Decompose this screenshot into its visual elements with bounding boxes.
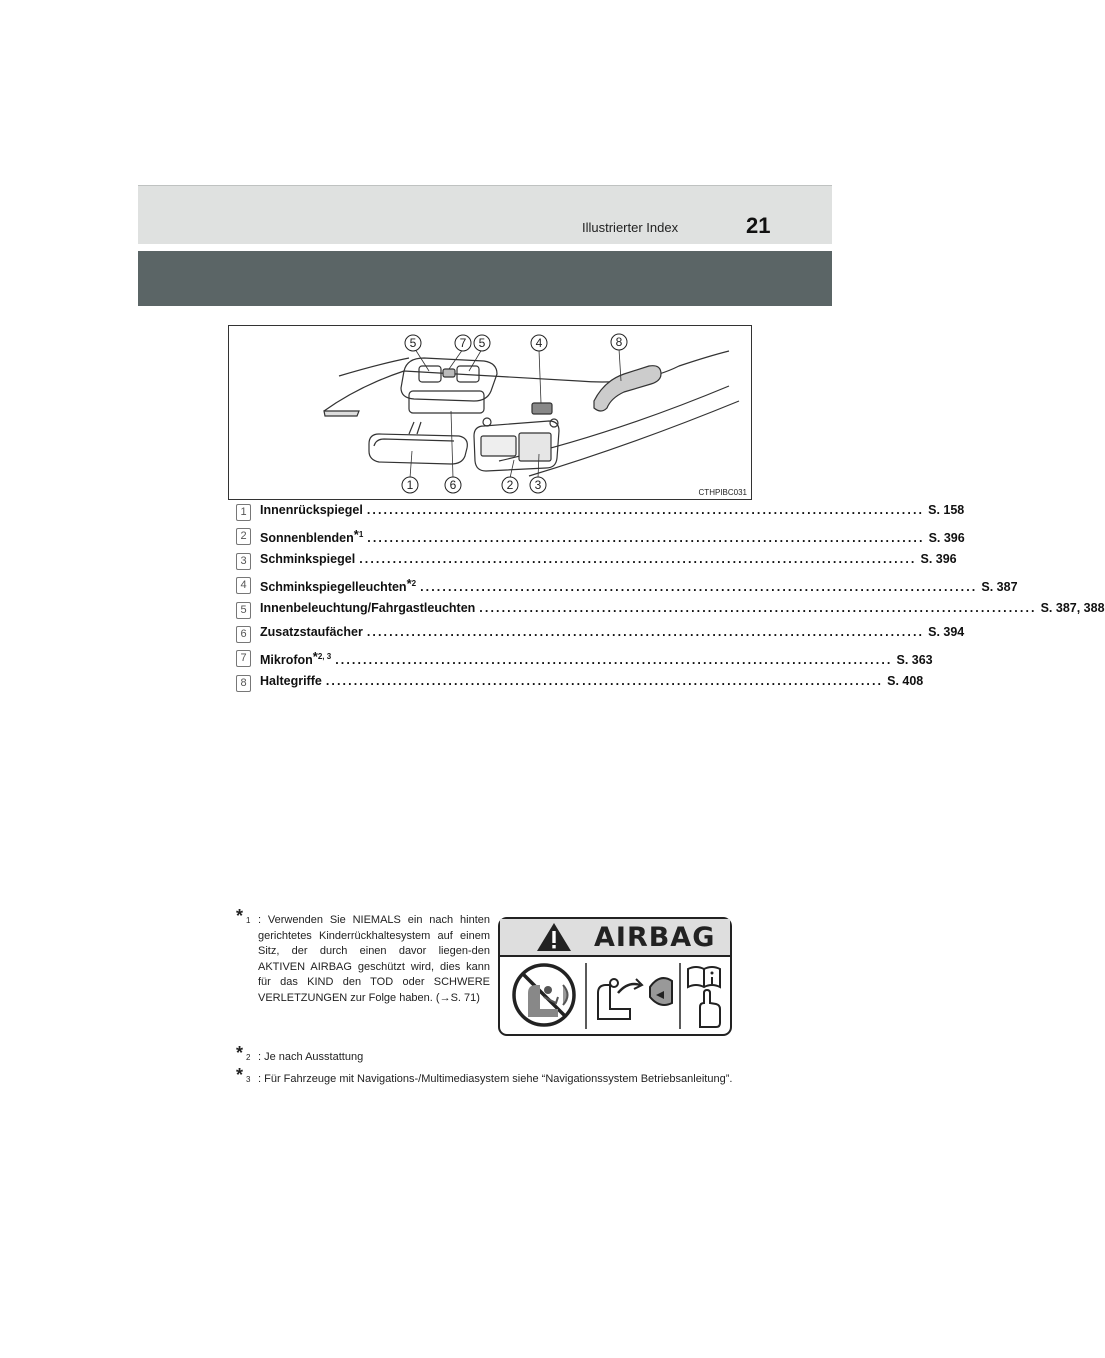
dot-leader: .................................................................................................... xyxy=(335,653,893,668)
callout-label: 2 xyxy=(506,478,514,492)
item-label: Schminkspiegelleuchten xyxy=(260,580,407,595)
warning-triangle-icon xyxy=(534,920,574,954)
footnote-mark: 3 xyxy=(246,1075,251,1084)
item-number-badge: 4 xyxy=(236,577,251,594)
footnote-3 xyxy=(236,1065,736,1088)
page-reference[interactable]: S. 396 xyxy=(920,551,957,566)
footnote-ref: *2 xyxy=(406,576,417,592)
callout-label: 7 xyxy=(459,336,467,350)
dot-leader: .................................................................................................... xyxy=(366,503,925,517)
airbag-warning-label xyxy=(498,917,732,1036)
footnote-ref: *2, 3 xyxy=(312,649,332,665)
item-number-badge: 6 xyxy=(236,626,251,643)
index-item xyxy=(236,600,1105,624)
callout-label: 8 xyxy=(615,335,623,349)
callout-label: 3 xyxy=(534,478,542,492)
item-number-badge: 3 xyxy=(236,553,251,570)
page-reference[interactable]: S. 387, 388 xyxy=(1040,600,1105,615)
callout-label: 5 xyxy=(409,336,417,350)
footnote-2 xyxy=(236,1043,736,1066)
item-number-badge: 2 xyxy=(236,528,251,545)
dot-leader: .................................................................................................... xyxy=(359,551,917,566)
index-item xyxy=(236,526,965,550)
pointing-hand-icon xyxy=(700,990,720,1027)
page-reference[interactable]: S. 363 xyxy=(896,653,933,668)
callout-label: 6 xyxy=(449,478,457,492)
dot-leader: .................................................................................................... xyxy=(367,531,925,546)
index-item xyxy=(236,673,924,697)
dot-leader: .................................................................................................... xyxy=(325,673,884,688)
item-label: Zusatzstaufächer xyxy=(260,624,363,639)
item-number-badge: 7 xyxy=(236,650,251,667)
page-reference[interactable]: S. 396 xyxy=(928,531,965,546)
item-label: Innenbeleuchtung/Fahrgastleuchten xyxy=(260,600,476,615)
footnote-mark: 1 xyxy=(246,916,251,925)
item-label: Mikrofon xyxy=(260,653,313,668)
airbag-pictograms xyxy=(500,957,730,1034)
index-item xyxy=(236,624,965,648)
footnote-text: : Für Fahrzeuge mit Navigations-/Multimediasystem siehe “Navigationssystem Betriebsanleitung”. xyxy=(258,1073,733,1085)
item-label: Sonnenblenden xyxy=(260,531,354,546)
dot-leader: .................................................................................................... xyxy=(366,624,925,639)
dot-leader: .................................................................................................... xyxy=(479,600,1037,615)
footnote-star: * xyxy=(236,1065,244,1085)
page-reference[interactable]: S. 158 xyxy=(928,503,965,517)
footnote-text: : Je nach Ausstattung xyxy=(258,1051,364,1063)
footnote-ref: *1 xyxy=(353,527,364,543)
index-item xyxy=(236,551,957,575)
page-reference[interactable]: S. 387 xyxy=(981,580,1018,595)
footnote-1 xyxy=(236,906,490,1007)
footnote-text: : Verwenden Sie NIEMALS ein nach hinten gerichtetes Kinderrückhaltesystem auf einem Sitz, der durch einen davor liegen-den AKTIVEN AIRBAG geschützt wird, dies kann für das KIND den TOD oder SCHWERE VERLETZUNGEN zur Folge haben. (→S. 71) xyxy=(258,914,490,1004)
seat-icon xyxy=(598,985,630,1019)
callout-label: 1 xyxy=(406,478,414,492)
airbag-title: AIRBAG xyxy=(594,922,716,953)
dot-leader: .................................................................................................... xyxy=(420,580,978,595)
item-number-badge: 8 xyxy=(236,675,251,692)
image-code: CTHPIBC031 xyxy=(698,488,747,497)
callout-label: 5 xyxy=(478,336,486,350)
item-label: Schminkspiegel xyxy=(260,551,356,566)
page-reference[interactable]: S. 408 xyxy=(887,673,924,688)
item-number-badge: 5 xyxy=(236,602,251,619)
item-number-badge: 1 xyxy=(236,504,251,521)
footnote-mark: 2 xyxy=(246,1053,251,1062)
page-reference[interactable]: S. 394 xyxy=(928,624,965,639)
airbag-deploy-icon xyxy=(650,978,672,1005)
footnote-star: * xyxy=(236,906,244,926)
section-band xyxy=(138,251,832,306)
index-item xyxy=(236,648,933,672)
section-title: Illustrierter Index xyxy=(582,220,679,235)
index-list xyxy=(236,502,1105,697)
overhead-console-illustration xyxy=(228,325,752,500)
callout-label: 4 xyxy=(535,336,543,350)
page-number: 21 xyxy=(746,213,771,238)
index-item xyxy=(236,575,1018,599)
footnote-star: * xyxy=(236,1043,244,1063)
airbag-label-header xyxy=(500,919,730,957)
item-label: Haltegriffe xyxy=(260,673,322,688)
item-label: Innenrückspiegel xyxy=(260,503,363,517)
header-band xyxy=(138,186,832,244)
car-interior-drawing xyxy=(229,326,751,499)
index-item xyxy=(236,502,965,526)
